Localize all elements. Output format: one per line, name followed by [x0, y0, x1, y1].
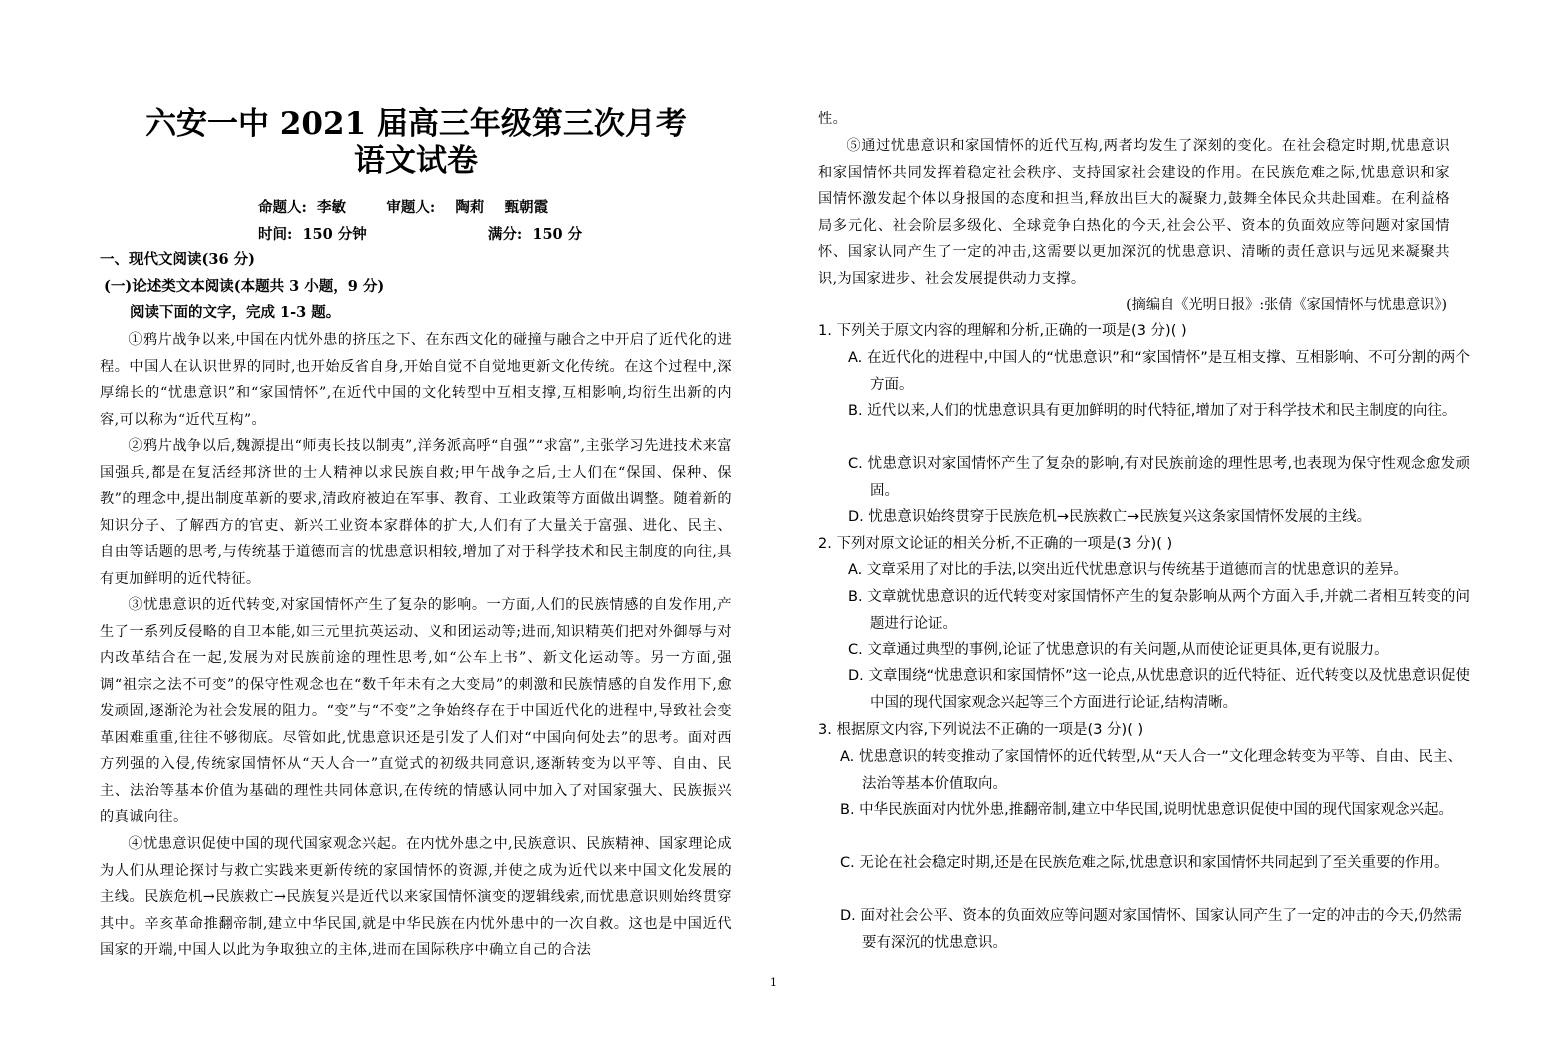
question-1-option-d: D. 忧患意识始终贯穿于民族危机→民族救亡→民族复兴这条家国情怀发展的主线。	[848, 509, 1372, 525]
passage-paragraph-4: ④忧患意识促使中国的现代国家观念兴起。在内忧外患之中,民族意识、民族精神、国家理论成为人们从理论探讨与救亡实践来更新传统的家国情怀的资源,并使之成为近代以来中国文化发展的主线。民族危机→民族救亡→民族复兴是近代以来家国情怀演变的逻辑线索,而忧患意识则始终贯穿其中。辛亥革命推翻帝制,建立中华民国,就是中华民族在内忧外患中的一次自救。这也是中国近代国家的开端,中国人以此为争取独立的主体,进而在国际秩序中确立自己的合法	[100, 836, 732, 958]
exam-time-score: 时间: 150 分钟 满分: 150 分	[258, 226, 583, 243]
question-2-option-c: C. 文章通过典型的事例,论证了忧患意识的有关问题,从而使论证更具体,更有说服力。	[848, 642, 1389, 658]
question-3-stem: 3. 根据原文内容,下列说法不正确的一项是(3 分)( )	[818, 722, 1144, 738]
section-heading: 一、现代文阅读(36 分)	[100, 251, 255, 268]
reading-instruction: 阅读下面的文字，完成 1-3 题。	[130, 304, 341, 321]
passage-paragraph-3: ③忧患意识的近代转变,对家国情怀产生了复杂的影响。一方面,人们的民族情感的自发作用,产生了一系列反侵略的自卫本能,如三元里抗英运动、义和团运动等;进而,知识精英们把对外御辱与对内改革结合在一起,发展为对民族前途的理性思考,如“公车上书”、新文化运动等。另一方面,强调“祖宗之法不可变”的保守性观念也在“数千年未有之大变局”的刺激和民族情感的自发作用下,愈发顽固,逐渐沦为社会发展的阻力。“变”与“不变”之争始终存在于中国近代化的进程中,导致社会变革困难重重,往往不够彻底。尽管如此,忧患意识还是引发了人们对“中国向何处去”的思考。面对西方列强的入侵,传统家国情怀从“天人合一”直觉式的初级共同意识,逐渐转变为以平等、自由、民主、法治等基本价值为基础的理性共同体意识,在传统的情感认同中加入了对国家强大、民族振兴的真诚向往。	[100, 597, 732, 825]
question-2-option-b: B. 文章就忧患意识的近代转变对家国情怀产生的复杂影响从两个方面入手,并就二者相互转变的问题进行论证。	[848, 589, 1470, 632]
question-3-option-d: D. 面对社会公平、资本的负面效应等问题对家国情怀、国家认同产生了一定的冲击的今天,仍然需要有深沉的忧患意识。	[840, 908, 1462, 951]
exam-authors: 命题人: 李敏 审题人: 陶莉 甄朝霞	[258, 199, 549, 216]
page-number: 1	[770, 976, 777, 989]
passage-paragraph-5: ⑤通过忧患意识和家国情怀的近代互构,两者均发生了深刻的变化。在社会稳定时期,忧患意识和家国情怀共同发挥着稳定社会秩序、支持国家社会建设的作用。在民族危难之际,忧患意识和家国情怀激发起个体以身报国的态度和担当,释放出巨大的凝聚力,鼓舞全体民众共赴国难。在利益格局多元化、社会阶层多级化、全球竞争白热化的今天,社会公平、资本的负面效应等问题对家国情怀、国家认同产生了一定的冲击,这需要以更加深沉的忧患意识、清晰的责任意识与远见来凝聚共识,为国家进步、社会发展提供动力支撑。	[818, 138, 1450, 287]
question-1-option-a: A. 在近代化的进程中,中国人的“忧患意识”和“家国情怀”是互相支撑、互相影响、不可分割的两个方面。	[848, 350, 1470, 393]
question-1-stem: 1. 下列关于原文内容的理解和分析,正确的一项是(3 分)( )	[818, 323, 1187, 339]
passage-source: (摘编自《光明日报》:张倩《家国情怀与忧患意识》)	[1126, 297, 1447, 313]
question-1-option-c: C. 忧患意识对家国情怀产生了复杂的影响,有对民族前途的理性思考,也表现为保守性观念愈发顽固。	[848, 456, 1470, 499]
subsection-heading: (一)论述类文本阅读(本题共 3 小题，9 分)	[104, 278, 385, 295]
question-1-option-b: B. 近代以来,人们的忧患意识具有更加鲜明的时代特征,增加了对于科学技术和民主制度的向往。	[848, 403, 1457, 419]
question-3-option-b: B. 中华民族面对内忧外患,推翻帝制,建立中华民国,说明忧患意识促使中国的现代国家观念兴起。	[840, 802, 1453, 818]
question-2-option-d: D. 文章围绕“忧患意识和家国情怀”这一论点,从忧患意识的近代特征、近代转变以及忧患意识促使中国的现代国家观念兴起等三个方面进行论证,结构清晰。	[848, 668, 1470, 711]
question-2-option-a: A. 文章采用了对比的手法,以突出近代忧患意识与传统基于道德而言的忧患意识的差异。	[848, 562, 1408, 578]
question-3-option-c: C. 无论在社会稳定时期,还是在民族危难之际,忧患意识和家国情怀共同起到了至关重要的作用。	[840, 855, 1449, 871]
exam-subject-title: 语文试卷	[354, 143, 478, 179]
question-3-option-a: A. 忧患意识的转变推动了家国情怀的近代转型,从“天人合一”文化理念转变为平等、自由、民主、法治等基本价值取向。	[840, 749, 1462, 792]
passage-paragraph-4-tail: 性。	[818, 111, 848, 127]
passage-paragraph-1: ①鸦片战争以来,中国在内忧外患的挤压之下、在东西文化的碰撞与融合之中开启了近代化的进程。中国人在认识世界的同时,也开始反省自身,开始自觉不自觉地更新文化传统。在这个过程中,深厚绵长的“忧患意识”和“家国情怀”,在近代中国的文化转型中互相支撑,互相影响,均衍生出新的内容,可以称为“近代互构”。	[100, 332, 732, 428]
exam-title: 六安一中 2021 届高三年级第三次月考	[145, 106, 687, 142]
question-2-stem: 2. 下列对原文论证的相关分析,不正确的一项是(3 分)( )	[818, 536, 1173, 552]
passage-paragraph-2: ②鸦片战争以后,魏源提出“师夷长技以制夷”,洋务派高呼“自强”“求富”,主张学习先进技术来富国强兵,都是在复活经邦济世的士人精神以求民族自救;甲午战争之后,士人们在“保国、保种、保教”的理念中,提出制度革新的要求,清政府被迫在军事、教育、工业政策等方面做出调整。随着新的知识分子、了解西方的官吏、新兴工业资本家群体的扩大,人们有了大量关于富强、进化、民主、自由等话题的思考,与传统基于道德而言的忧患意识相较,增加了对于科学技术和民主制度的向往,具有更加鲜明的近代特征。	[100, 438, 732, 587]
